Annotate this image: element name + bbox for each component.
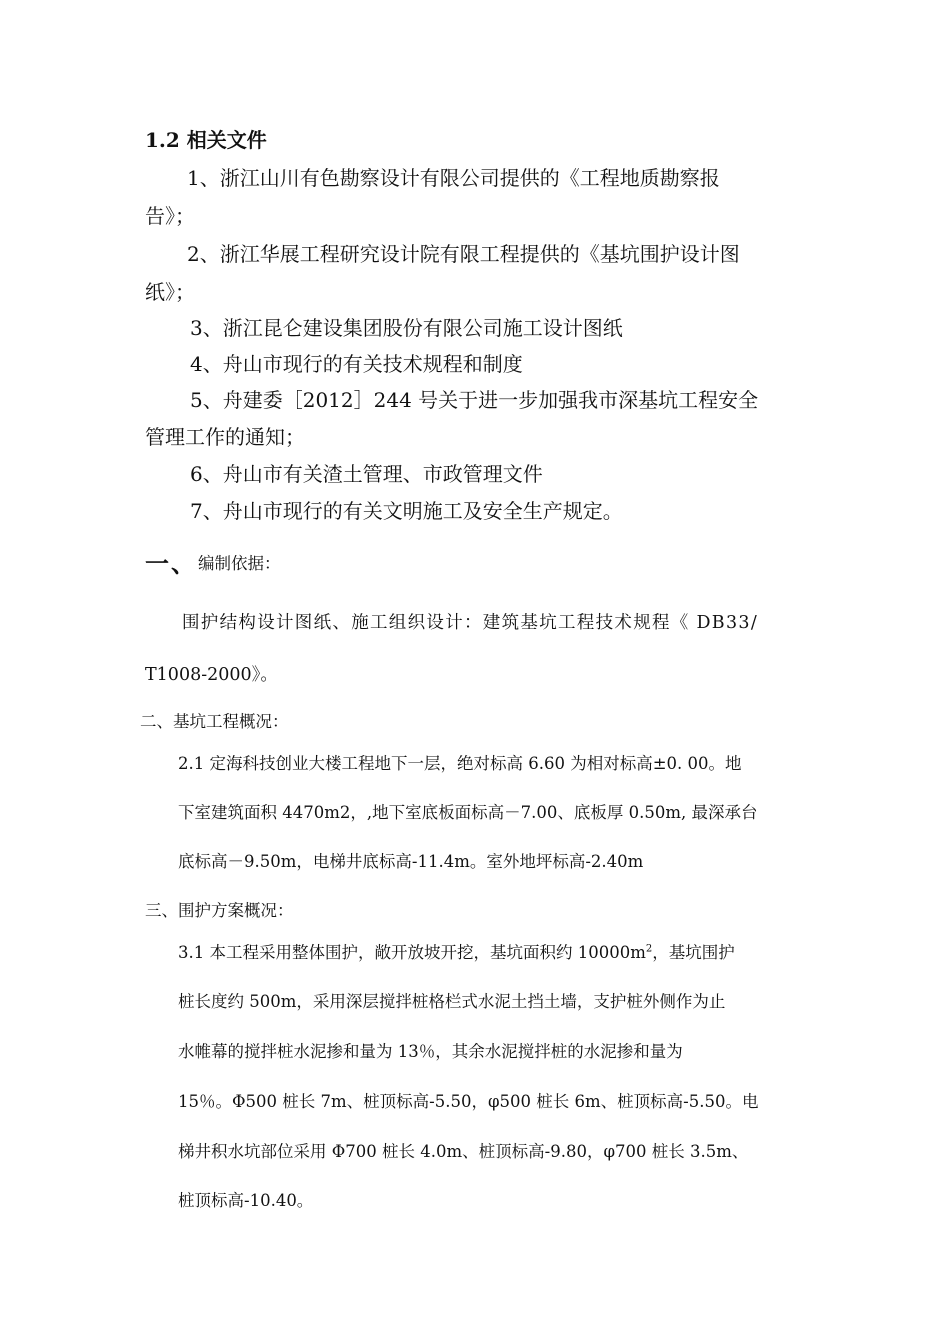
- section-3-line-1-tail: ，基坑围护: [652, 943, 735, 962]
- section-1-paragraph-line-1: 围护结构设计图纸、施工组织设计：建筑基坑工程技术规程《 DB33/: [182, 613, 759, 633]
- section-1-paragraph-line-2: T1008-2000》。: [145, 665, 278, 685]
- section-1-numeral: 一、: [145, 549, 197, 578]
- list-item-1-line-2: 告》；: [145, 204, 195, 228]
- list-item-4: 4、舟山市现行的有关技术规程和制度: [190, 352, 523, 376]
- list-item-5-line-2: 管理工作的通知；: [145, 425, 305, 449]
- section-2-line-1: 2.1 定海科技创业大楼工程地下一层，绝对标高 6.60 为相对标高±0. 00。地: [178, 754, 742, 773]
- section-3-line-3: 水帷幕的搅拌桩水泥掺和量为 13％，其余水泥搅拌桩的水泥掺和量为: [178, 1042, 683, 1061]
- section-3-line-4: 15％。Φ500 桩长 7m、桩顶标高-5.50，φ500 桩长 6m、桩顶标高-5.50。电: [178, 1092, 759, 1111]
- section-3-heading: 三、围护方案概况：: [145, 901, 294, 920]
- section-3-line-6: 桩顶标高-10.40。: [178, 1191, 314, 1210]
- list-item-3: 3、浙江昆仑建设集团股份有限公司施工设计图纸: [190, 316, 623, 340]
- section-3-line-1: [178, 939, 735, 963]
- list-item-2-line-2: 纸》；: [145, 280, 195, 304]
- section-1-2-heading: 1.2 相关文件: [145, 128, 267, 152]
- superscript-2: 2: [645, 943, 653, 955]
- list-item-1-line-1: 1、浙江山川有色勘察设计有限公司提供的《工程地质勘察报: [187, 166, 720, 190]
- list-item-7: 7、舟山市现行的有关文明施工及安全生产规定。: [190, 499, 623, 523]
- list-item-6: 6、舟山市有关渣土管理、市政管理文件: [190, 462, 543, 486]
- list-item-5-line-1: 5、舟建委［2012］244 号关于进一步加强我市深基坑工程安全: [190, 388, 759, 412]
- section-2-line-3: 底标高－9.50m，电梯井底标高-11.4m。室外地坪标高-2.40m: [178, 852, 644, 871]
- section-3-line-2: 桩长度约 500m，采用深层搅拌桩格栏式水泥土挡土墙，支护桩外侧作为止: [178, 992, 726, 1011]
- section-3-line-5: 梯井积水坑部位采用 Φ700 桩长 4.0m、桩顶标高-9.80，φ700 桩长 3.5m、: [178, 1142, 749, 1161]
- list-item-2-line-1: 2、浙江华展工程研究设计院有限工程提供的《基坑围护设计图: [187, 242, 740, 266]
- section-3-line-1-text: 3.1 本工程采用整体围护，敞开放坡开挖，基坑面积约 10000m: [178, 943, 646, 962]
- section-2-line-2: 下室建筑面积 4470m2，,地下室底板面标高－7.00、底板厚 0.50m, 最深承台: [178, 803, 758, 822]
- section-2-heading: 二、基坑工程概况：: [140, 712, 289, 731]
- section-1-heading: 编制依据：: [198, 554, 281, 573]
